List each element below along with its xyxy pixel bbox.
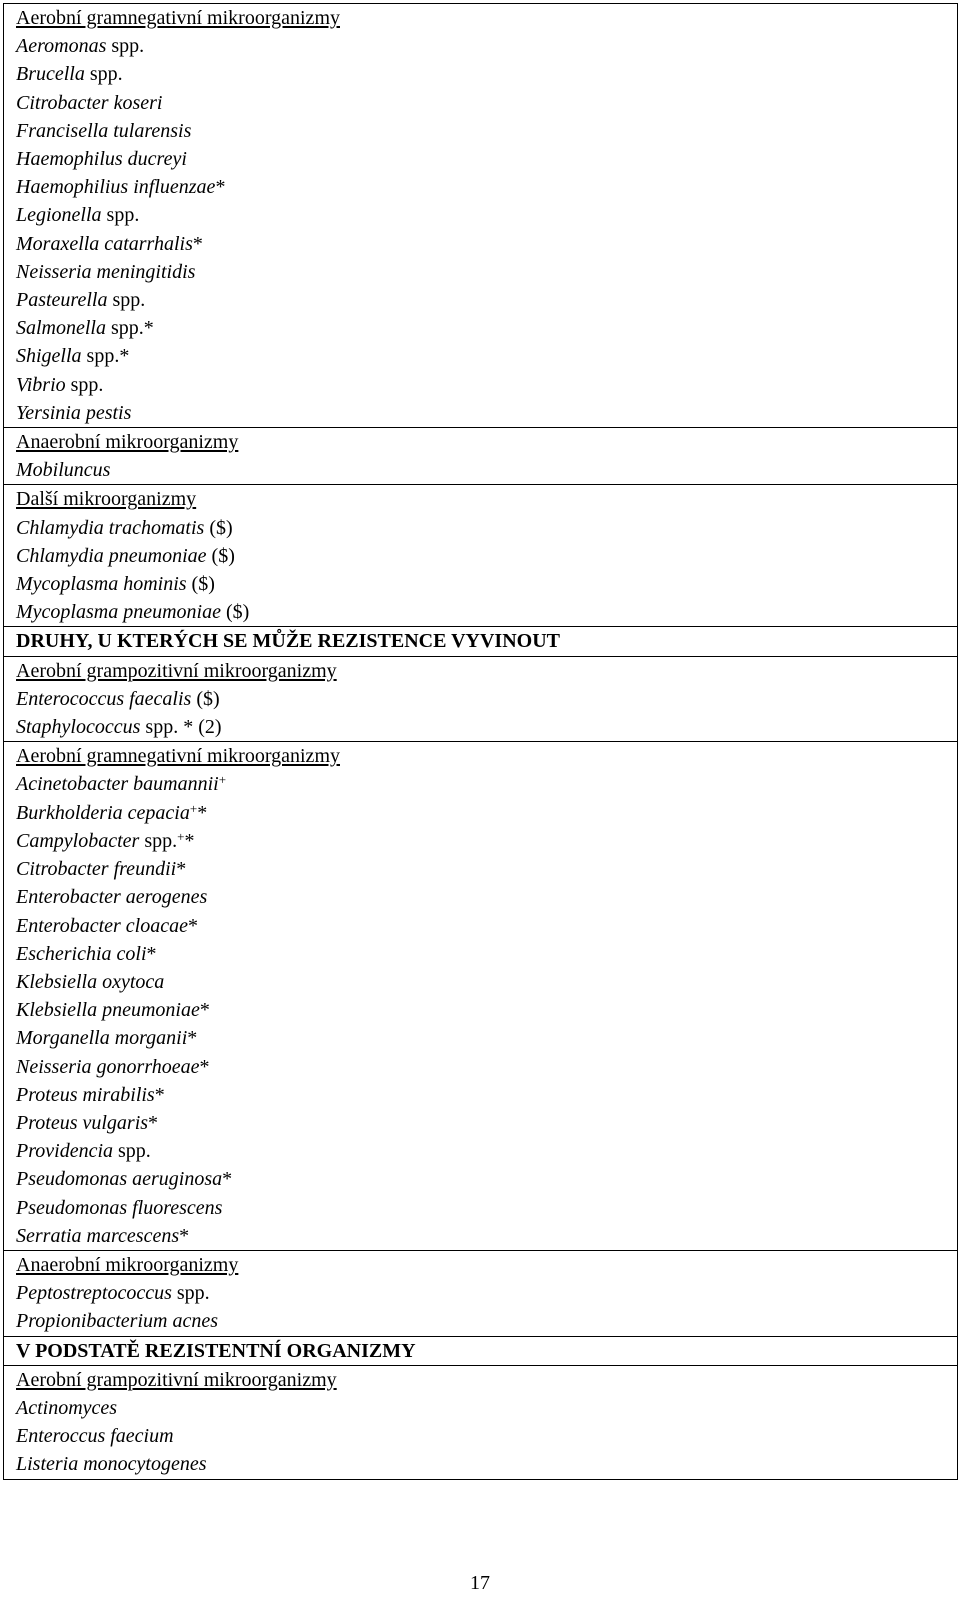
organism-row — [4, 1137, 957, 1165]
organism-name: Brucella — [16, 63, 85, 86]
organism-name: Actinomyces — [16, 1396, 118, 1419]
organism-name: Neisseria meningitidis — [16, 260, 196, 283]
organism-name: Campylobacter — [16, 829, 140, 852]
organism-name: Neisseria gonorrhoeae — [16, 1055, 200, 1078]
organism-row — [4, 456, 957, 484]
organism-row — [4, 89, 957, 117]
organism-note: * — [222, 1168, 233, 1191]
organism-name: Enterococcus faecalis — [16, 687, 192, 710]
organism-row — [4, 883, 957, 911]
organism-note: * — [184, 829, 195, 852]
organism-row — [4, 912, 957, 940]
organism-note: * — [179, 1224, 190, 1247]
organism-name: Chlamydia pneumoniae — [16, 544, 207, 567]
category-label: Anaerobní mikroorganizmy — [16, 431, 239, 454]
organism-row — [4, 1109, 957, 1137]
section-heading: V PODSTATĚ REZISTENTNÍ ORGANIZMY — [16, 1339, 416, 1362]
organism-row — [4, 258, 957, 286]
superscript-mark: + — [189, 800, 198, 816]
organism-name: Enterobacter aerogenes — [16, 886, 208, 909]
organism-row — [4, 1279, 957, 1307]
organism-row — [4, 1422, 957, 1450]
organism-row — [4, 799, 957, 827]
organism-row — [4, 685, 957, 713]
organism-name: Klebsiella oxytoca — [16, 970, 165, 993]
organism-row — [4, 827, 957, 855]
organism-name: Staphylococcus — [16, 716, 141, 739]
superscript-mark: + — [218, 772, 227, 788]
organism-name: Haemophilius influenzae — [16, 176, 216, 199]
organism-name: Mycoplasma hominis — [16, 573, 187, 596]
organism-row — [4, 32, 957, 60]
section-heading: DRUHY, U KTERÝCH SE MŮŽE REZISTENCE VYVINOUT — [16, 630, 560, 653]
organism-note: * — [199, 1055, 210, 1078]
organism-note: spp. — [65, 373, 104, 396]
organism-name: Mycoplasma pneumoniae — [16, 601, 221, 624]
organism-name: Peptostreptococcus — [16, 1282, 172, 1305]
organism-note: spp. — [101, 204, 140, 227]
organism-name: Enterobacter cloacae — [16, 914, 188, 937]
organism-row — [4, 145, 957, 173]
organism-name: Serratia marcescens — [16, 1224, 180, 1247]
organism-note: * — [215, 176, 226, 199]
organism-note: * — [199, 999, 210, 1022]
organism-note: ($) — [204, 516, 233, 539]
organism-name: Morganella morganii — [16, 1027, 188, 1050]
organism-name: Burkholderia cepacia — [16, 801, 190, 824]
organism-name: Moraxella catarrhalis — [16, 232, 193, 255]
organism-row — [4, 173, 957, 201]
category-label: Aerobní gramnegativní mikroorganizmy — [16, 745, 340, 768]
organism-row — [4, 1081, 957, 1109]
section-heading-row — [4, 626, 957, 655]
organism-note: * — [148, 1111, 159, 1134]
organism-row — [4, 342, 957, 370]
superscript-mark: + — [177, 828, 185, 844]
organism-note: * — [187, 1027, 198, 1050]
organism-name: Listeria monocytogenes — [16, 1453, 207, 1476]
organism-row — [4, 286, 957, 314]
organism-row — [4, 713, 957, 741]
organism-row — [4, 1053, 957, 1081]
organism-note: ($) — [220, 601, 250, 624]
organism-name: Chlamydia trachomatis — [16, 516, 205, 539]
organism-note: spp. — [113, 1140, 151, 1163]
organism-name: Vibrio — [16, 373, 66, 396]
organism-note: * — [146, 942, 157, 965]
organism-row — [4, 1194, 957, 1222]
organism-row — [4, 598, 957, 626]
organism-row — [4, 1450, 957, 1478]
organism-name: Pseudomonas fluorescens — [16, 1196, 223, 1219]
category-row — [4, 427, 957, 456]
organism-row — [4, 399, 957, 427]
organism-row — [4, 314, 957, 342]
organism-row — [4, 1024, 957, 1052]
organism-susceptibility-table — [3, 3, 958, 1480]
organism-name: Yersinia pestis — [16, 401, 132, 424]
organism-note: spp. — [171, 1282, 210, 1305]
section-heading-row — [4, 1336, 957, 1365]
organism-row — [4, 60, 957, 88]
organism-row — [4, 230, 957, 258]
organism-note: ($) — [191, 687, 220, 710]
organism-row — [4, 201, 957, 229]
organism-row — [4, 542, 957, 570]
organism-name: Pseudomonas aeruginosa — [16, 1168, 223, 1191]
organism-name: Salmonella — [16, 317, 106, 340]
organism-name: Proteus vulgaris — [16, 1111, 149, 1134]
category-row — [4, 741, 957, 770]
organism-note: spp. — [84, 63, 123, 86]
organism-name: Aeromonas — [16, 35, 107, 58]
organism-row — [4, 1394, 957, 1422]
organism-note: * — [154, 1083, 165, 1106]
organism-note: spp. — [107, 289, 146, 312]
organism-row — [4, 996, 957, 1024]
organism-name: Klebsiella pneumoniae — [16, 999, 200, 1022]
organism-name: Propionibacterium acnes — [16, 1310, 219, 1333]
organism-note: spp.* — [106, 317, 154, 340]
category-label: Anaerobní mikroorganizmy — [16, 1253, 239, 1276]
category-row — [4, 656, 957, 685]
category-label: Aerobní gramnegativní mikroorganizmy — [16, 7, 340, 29]
organism-note: ($) — [206, 544, 235, 567]
page-number: 17 — [470, 1572, 490, 1594]
organism-row — [4, 371, 957, 399]
organism-name: Citrobacter koseri — [16, 91, 163, 114]
category-row — [4, 4, 957, 32]
organism-row — [4, 1165, 957, 1193]
organism-name: Proteus mirabilis — [16, 1083, 155, 1106]
organism-row — [4, 117, 957, 145]
organism-note: * — [197, 801, 208, 824]
organism-name: Legionella — [16, 204, 102, 227]
organism-note: * — [192, 232, 203, 255]
organism-name: Citrobacter freundii — [16, 858, 177, 881]
organism-note: spp.* — [81, 345, 130, 368]
organism-name: Acinetobacter baumannii — [16, 773, 219, 796]
organism-name: Escherichia coli — [16, 942, 147, 965]
category-label: Aerobní grampozitivní mikroorganizmy — [16, 1368, 337, 1391]
category-row — [4, 1250, 957, 1279]
organism-name: Providencia — [16, 1140, 114, 1163]
category-row — [4, 484, 957, 513]
organism-note: ($) — [186, 573, 215, 596]
organism-name: Pasteurella — [16, 289, 108, 312]
organism-name: Mobiluncus — [16, 459, 111, 482]
organism-name: Haemophilus ducreyi — [16, 148, 187, 171]
organism-row — [4, 940, 957, 968]
organism-name: Shigella — [16, 345, 82, 368]
organism-name: Enteroccus faecium — [16, 1425, 174, 1448]
organism-note: spp. — [106, 35, 145, 58]
category-label: Další mikroorganizmy — [16, 488, 197, 511]
organism-row — [4, 570, 957, 598]
organism-row — [4, 968, 957, 996]
organism-note: * — [176, 858, 187, 881]
category-row — [4, 1365, 957, 1394]
organism-row — [4, 855, 957, 883]
organism-row — [4, 1222, 957, 1250]
organism-row — [4, 1307, 957, 1335]
organism-note: * — [187, 914, 198, 937]
organism-name: Francisella tularensis — [16, 119, 192, 142]
organism-note: spp. * (2) — [140, 716, 222, 739]
organism-row — [4, 514, 957, 542]
organism-row — [4, 770, 957, 798]
organism-note: spp. — [139, 829, 178, 852]
category-label: Aerobní grampozitivní mikroorganizmy — [16, 659, 337, 682]
